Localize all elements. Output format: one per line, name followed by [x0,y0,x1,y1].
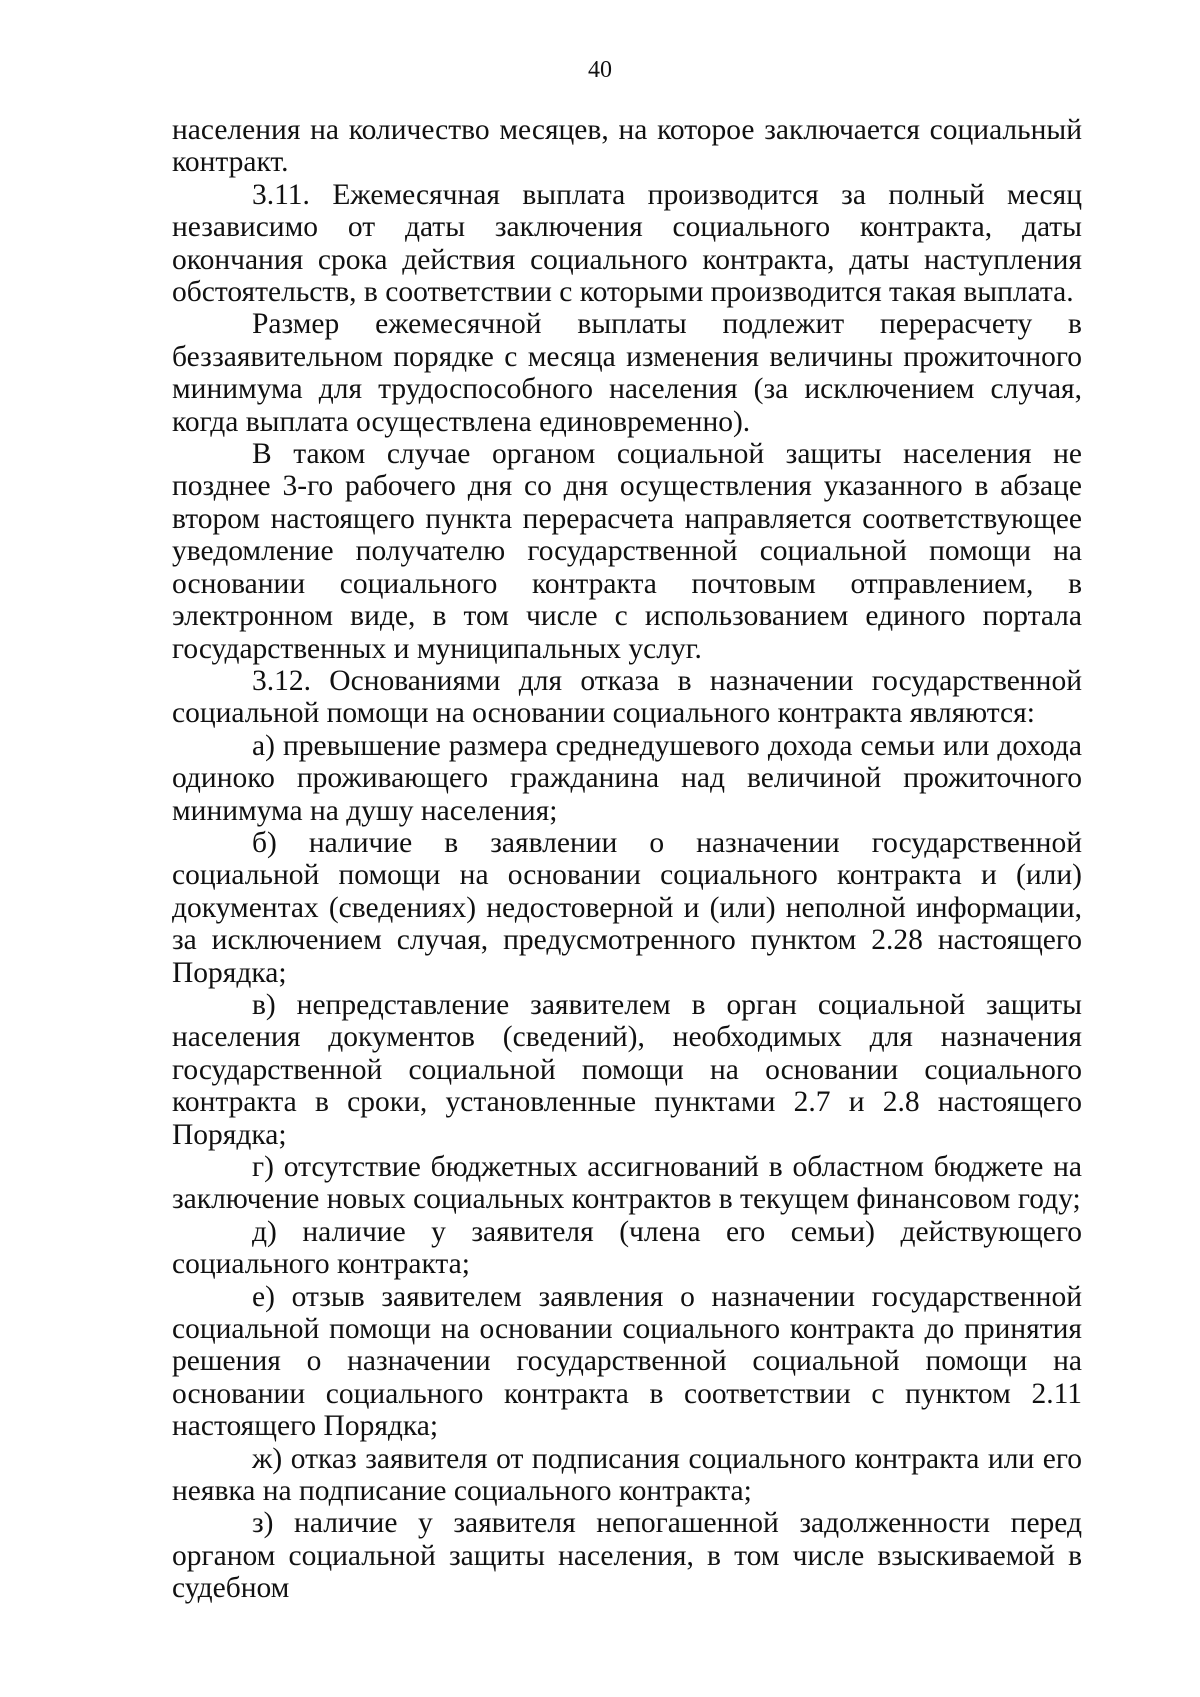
list-item-zh: ж) отказ заявителя от подписания социального контракта или его неявка на подписание социального контракта; [172,1442,1082,1508]
list-item-d: д) наличие у заявителя (члена его семьи) действующего социального контракта; [172,1215,1082,1281]
list-item-z: з) наличие у заявителя непогашенной задолженности перед органом социальной защиты населения, в том числе взыскиваемой в судебном [172,1507,1082,1605]
list-item-v: в) непредставление заявителем в орган социальной защиты населения документов (сведений), необходимых для назначения государственной социальной помощи на основании социального контракта в сроки, установленные пунктами 2.7 и 2.8 настоящего Порядка; [172,988,1082,1151]
paragraph-3-11: 3.11. Ежемесячная выплата производится за полный месяц независимо от даты заключения социального контракта, даты окончания срока действия социального контракта, даты наступления обстоятельств, в соответствии с которыми производится такая выплата. [172,178,1082,309]
list-item-e: е) отзыв заявителем заявления о назначении государственной социальной помощи на основании социального контракта до принятия решения о назначении государственной социальной помощи на основании социального контракта в соответствии с пунктом 2.11 настоящего Порядка; [172,1280,1082,1443]
paragraph-payment-recalculation: Размер ежемесячной выплаты подлежит перерасчету в беззаявительном порядке с месяца изменения величины прожиточного минимума для трудоспособного населения (за исключением случая, когда выплата осуществлена единовременно). [172,308,1082,438]
document-body [172,114,1082,1605]
page-number: 40 [588,57,612,83]
list-item-a: а) превышение размера среднедушевого дохода семьи или дохода одиноко проживающего гражданина над величиной прожиточного минимума на душу населения; [172,729,1082,827]
paragraph-3-12: 3.12. Основаниями для отказа в назначении государственной социальной помощи на основании социального контракта являются: [172,664,1082,730]
paragraph-continuation: населения на количество месяцев, на которое заключается социальный контракт. [172,114,1082,179]
list-item-g: г) отсутствие бюджетных ассигнований в областном бюджете на заключение новых социальных контрактов в текущем финансовом году; [172,1151,1082,1216]
list-item-b: б) наличие в заявлении о назначении государственной социальной помощи на основании социального контракта и (или) документах (сведениях) недостоверной и (или) неполной информации, за исключением случая, предусмотренного пунктом 2.28 настоящего Порядка; [172,826,1082,989]
paragraph-notification: В таком случае органом социальной защиты населения не позднее 3-го рабочего дня со дня осуществления указанного в абзаце втором настоящего пункта перерасчета направляется соответствующее уведомление получателю государственной социальной помощи на основании социального контракта почтовым отправлением, в электронном виде, в том числе с использованием единого портала государственных и муниципальных услуг. [172,438,1082,665]
